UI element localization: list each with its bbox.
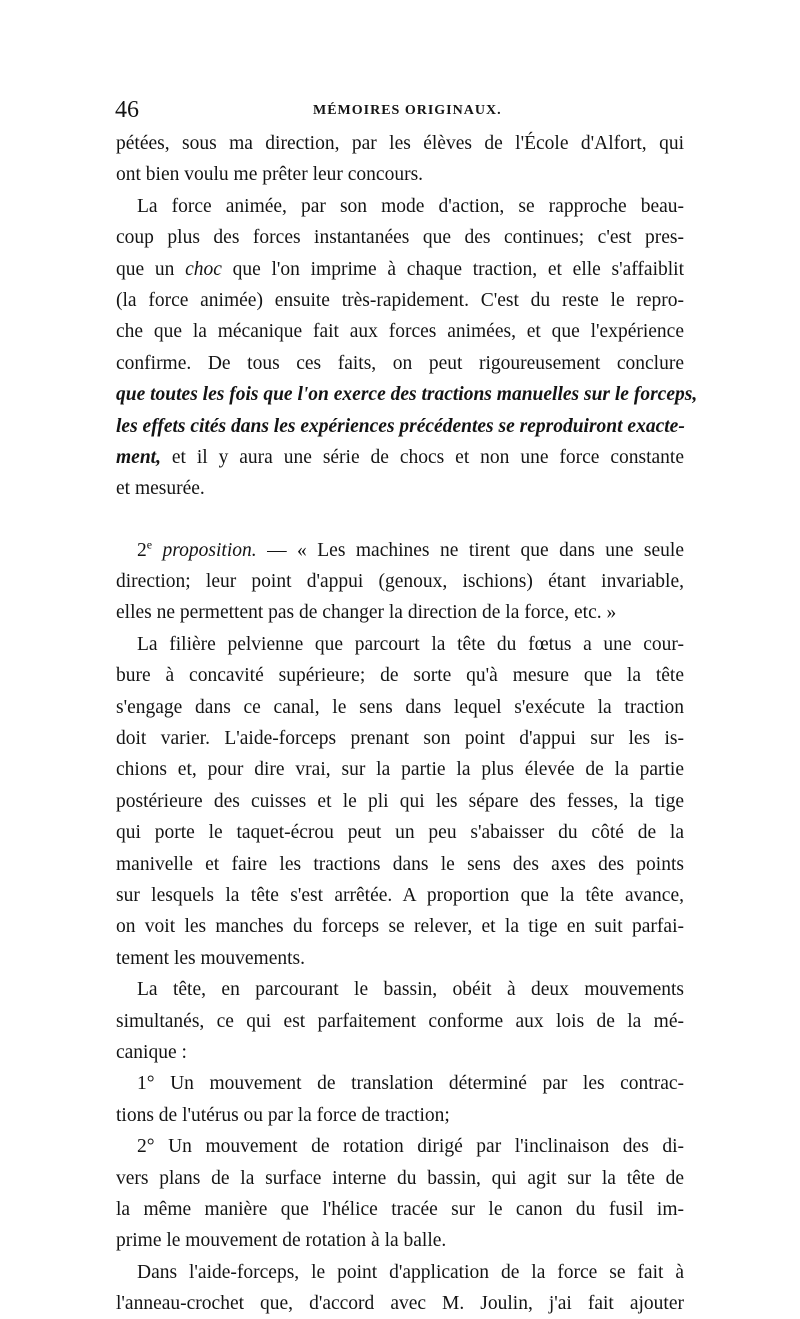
running-title: MÉMOIRES ORIGINAUX. bbox=[313, 103, 502, 118]
text-line: s'engage dans ce canal, le sens dans lequel s'exécute la traction bbox=[116, 696, 684, 718]
page-number: 46 bbox=[115, 97, 139, 123]
text-line: La force animée, par son mode d'action, se rapproche beau- bbox=[137, 195, 684, 217]
emphasis-text: choc bbox=[185, 258, 222, 280]
text-line: confirme. De tous ces faits, on peut rigoureusement conclure bbox=[116, 352, 684, 374]
text-line: prime le mouvement de rotation à la balle. bbox=[116, 1230, 447, 1252]
text-line: postérieure des cuisses et le pli qui les sépare des fesses, la tige bbox=[116, 790, 684, 812]
text-line: direction; leur point d'appui (genoux, ischions) étant invariable, bbox=[116, 571, 684, 593]
text-line: La tête, en parcourant le bassin, obéit à deux mouvements bbox=[137, 979, 684, 1001]
text-line bbox=[116, 442, 684, 473]
text-run: que l'on imprime à chaque traction, et elle s'affaiblit bbox=[221, 258, 684, 280]
text-line: vers plans de la surface interne du bassin, qui agit sur la tête de bbox=[116, 1167, 684, 1189]
text-line: 1° Un mouvement de translation déterminé par les contrac- bbox=[137, 1073, 684, 1095]
text-line: tions de l'utérus ou par la force de traction; bbox=[116, 1104, 450, 1126]
text-line: qui porte le taquet-écrou peut un peu s'abaisser du côté de la bbox=[116, 822, 684, 844]
text-line: chions et, pour dire vrai, sur la partie la plus élevée de la partie bbox=[116, 759, 684, 781]
text-line: l'anneau-crochet que, d'accord avec M. Joulin, j'ai fait ajouter bbox=[116, 1293, 684, 1315]
text-line: 2° Un mouvement de rotation dirigé par l'inclinaison des di- bbox=[137, 1136, 684, 1158]
text-line: elles ne permettent pas de changer la direction de la force, etc. » bbox=[116, 602, 617, 624]
text-line: che que la mécanique fait aux forces animées, et que l'expérience bbox=[116, 321, 684, 343]
text-line: ont bien voulu me prêter leur concours. bbox=[116, 164, 424, 186]
emphasis-text: ment, bbox=[116, 446, 161, 468]
ordinal-suffix: e bbox=[146, 537, 153, 552]
text-line: La filière pelvienne que parcourt la tête du fœtus a une cour- bbox=[137, 633, 684, 655]
text-run: et il y aura une série de chocs et non une force constante bbox=[160, 446, 684, 468]
text-line: canique : bbox=[116, 1041, 187, 1063]
text-line: la même manière que l'hélice tracée sur le canon du fusil im- bbox=[116, 1198, 684, 1220]
body-text bbox=[116, 128, 698, 1319]
text-line: manivelle et faire les tractions dans le sens des axes des points bbox=[116, 853, 684, 875]
emphasis-line: que toutes les fois que l'on exerce des tractions manuelles sur le forceps, bbox=[116, 384, 698, 406]
text-run: 2 bbox=[137, 539, 147, 561]
text-line: Dans l'aide-forceps, le point d'application de la force se fait à bbox=[137, 1261, 684, 1283]
emphasis-line: les effets cités dans les expériences précédentes se reproduiront exacte- bbox=[116, 415, 685, 437]
text-run: que un bbox=[116, 258, 186, 280]
text-line: bure à concavité supérieure; de sorte qu'à mesure que la tête bbox=[116, 665, 684, 687]
text-line: on voit les manches du forceps se relever, et la tige en suit parfai- bbox=[116, 916, 684, 938]
text-line bbox=[116, 535, 684, 566]
page-header bbox=[0, 97, 800, 127]
text-line bbox=[116, 254, 684, 285]
text-line: sur lesquels la tête s'est arrêtée. A proportion que la tête avance, bbox=[116, 884, 684, 906]
text-run: — « Les machines ne tirent que dans une seule bbox=[256, 539, 684, 561]
text-line: tement les mouvements. bbox=[116, 947, 306, 969]
text-line: (la force animée) ensuite très-rapidement. C'est du reste le repro- bbox=[116, 289, 684, 311]
emphasis-text: proposition. bbox=[152, 539, 257, 561]
text-line: coup plus des forces instantanées que des continues; c'est pres- bbox=[116, 227, 684, 249]
text-line: et mesurée. bbox=[116, 478, 205, 500]
text-line: doit varier. L'aide-forceps prenant son point d'appui sur les is- bbox=[116, 728, 684, 750]
text-line: simultanés, ce qui est parfaitement conforme aux lois de la mé- bbox=[116, 1010, 684, 1032]
section-gap bbox=[116, 505, 684, 535]
text-line: pétées, sous ma direction, par les élèves de l'École d'Alfort, qui bbox=[116, 133, 684, 154]
